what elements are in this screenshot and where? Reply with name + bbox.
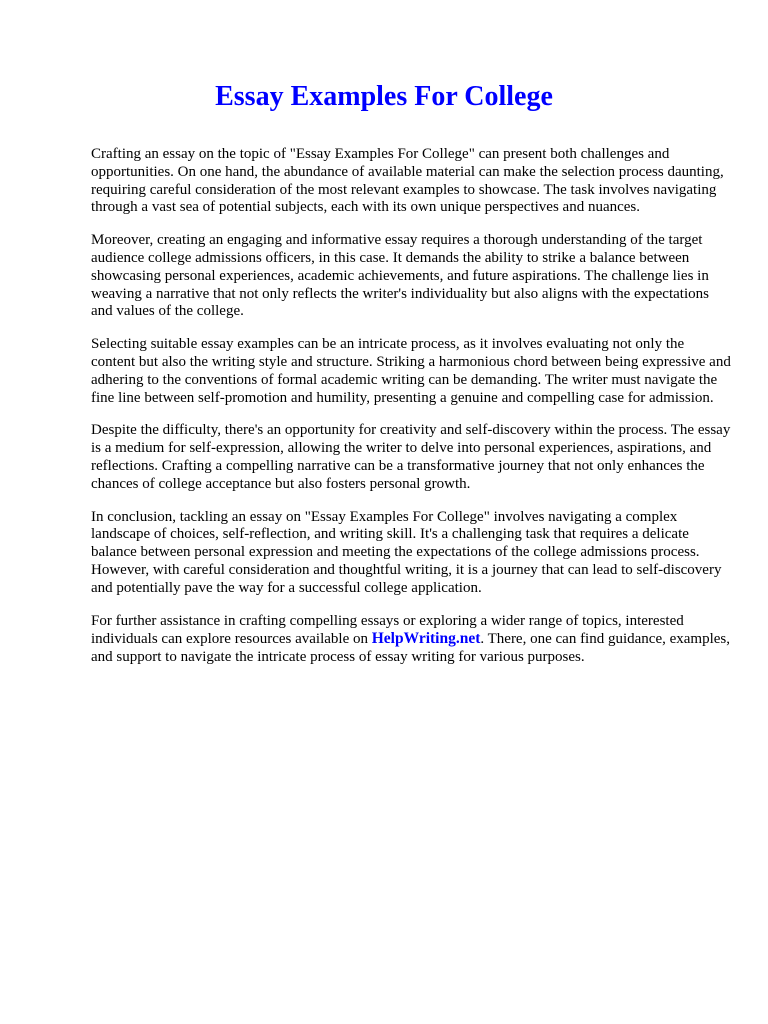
paragraph-2: Moreover, creating an engaging and informative essay requires a thorough understanding of the target audience college admissions officers, in this case. It demands the ability to strike a balance between showcasing personal experiences, academic achievements, and future aspirations. The challenge lies in weaving a narrative that not only reflects the writer's individuality but also aligns with the expectations and values of the college. [91,232,709,320]
paragraph-6 [91,613,731,667]
paragraph-3: Selecting suitable essay examples can be an intricate process, as it involves evaluating not only the content but also the writing style and structure. Striking a harmonious chord between being expressive and adhering to the conventions of formal academic writing can be demanding. The writer must navigate the fine line between self-promotion and humility, presenting a genuine and compelling case for admission. [91,336,731,406]
paragraph-4: Despite the difficulty, there's an opportunity for creativity and self-discovery within the process. The essay is a medium for self-expression, allowing the writer to delve into personal experiences, aspirations, and reflections. Crafting a compelling narrative can be a transformative journey that not only enhances the chances of college acceptance but also fosters personal growth. [91,422,731,492]
page-title: Essay Examples For College [215,81,553,112]
paragraph-6-outro: . There, one can find guidance, examples, and support to navigate the intricate process of essay writing for various purposes. [91,631,731,666]
helpwriting-link[interactable]: HelpWriting.net [371,630,481,648]
paragraph-1: Crafting an essay on the topic of "Essay Examples For College" can present both challenges and opportunities. On one hand, the abundance of available material can make the selection process daunting, requiring careful consideration of the most relevant examples to showcase. The task involves navigating through a vast sea of potential subjects, each with its own unique perspectives and nuances. [91,146,724,216]
paragraph-6-intro: For further assistance in crafting compelling essays or exploring a wider range of topics, interested individuals can explore resources available on [91,612,684,648]
paragraph-5: In conclusion, tackling an essay on "Essay Examples For College" involves navigating a complex landscape of choices, self-reflection, and writing skill. It's a challenging task that requires a delicate balance between personal expression and meeting the expectations of the college admissions process. However, with careful consideration and thoughtful writing, it is a journey that can lead to self-discovery and potentially pave the way for a successful college application. [91,508,722,596]
essay-body [91,146,731,682]
